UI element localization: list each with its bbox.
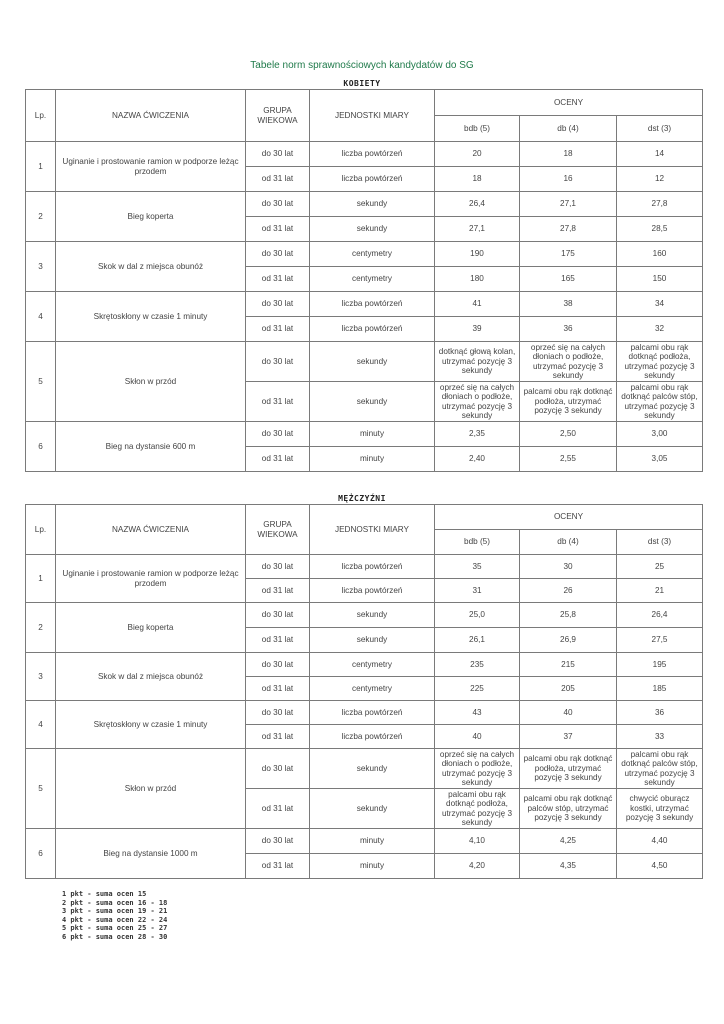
db-cell: 175: [520, 242, 617, 267]
unit-header: JEDNOSTKI MIARY: [310, 505, 435, 555]
unit-cell: minuty: [310, 447, 435, 472]
exercise-cell: Skrętoskłony w czasie 1 minuty: [56, 292, 246, 342]
dst-cell: 185: [617, 677, 703, 701]
dst-cell: 27,8: [617, 192, 703, 217]
db-cell: 4,35: [520, 854, 617, 879]
unit-cell: liczba powtórzeń: [310, 167, 435, 192]
lp-cell: 6: [26, 422, 56, 472]
unit-cell: minuty: [310, 829, 435, 854]
dst-cell: 3,00: [617, 422, 703, 447]
unit-cell: sekundy: [310, 192, 435, 217]
bdb-cell: dotknąć głową kolan, utrzymać pozycję 3 sekundy: [435, 342, 520, 382]
table-row: [26, 192, 703, 217]
db-cell: 40: [520, 701, 617, 725]
unit-cell: centymetry: [310, 653, 435, 677]
table-row: [26, 829, 703, 854]
bdb-cell: 31: [435, 579, 520, 603]
unit-cell: sekundy: [310, 342, 435, 382]
bdb-cell: 18: [435, 167, 520, 192]
db-cell: palcami obu rąk dotknąć podłoża, utrzymać pozycję 3 sekundy: [520, 749, 617, 789]
exercise-cell: Skok w dal z miejsca obunóż: [56, 242, 246, 292]
dst-cell: 21: [617, 579, 703, 603]
db-cell: 18: [520, 142, 617, 167]
women-table: [25, 89, 703, 472]
bdb-cell: 26,4: [435, 192, 520, 217]
dst-cell: 195: [617, 653, 703, 677]
table-row: [26, 242, 703, 267]
bdb-cell: 26,1: [435, 628, 520, 653]
dst-cell: chwycić oburącz kostki, utrzymać pozycję 3 sekundy: [617, 789, 703, 829]
unit-cell: liczba powtórzeń: [310, 701, 435, 725]
group-cell: od 31 lat: [246, 382, 310, 422]
db-cell: 25,8: [520, 603, 617, 628]
dst-cell: 150: [617, 267, 703, 292]
db-cell: 215: [520, 653, 617, 677]
bdb-cell: 190: [435, 242, 520, 267]
lp-cell: 2: [26, 192, 56, 242]
unit-cell: liczba powtórzeń: [310, 142, 435, 167]
legend-line: 1 pkt - suma ocen 15: [62, 890, 147, 898]
exercise-cell: Skrętoskłony w czasie 1 minuty: [56, 701, 246, 749]
group-cell: do 30 lat: [246, 603, 310, 628]
dst-cell: 3,05: [617, 447, 703, 472]
table-row: [26, 701, 703, 725]
db-cell: 165: [520, 267, 617, 292]
dst-cell: 25: [617, 555, 703, 579]
dst-cell: palcami obu rąk dotknąć palców stóp, utrzymać pozycję 3 sekundy: [617, 749, 703, 789]
bdb-cell: 2,40: [435, 447, 520, 472]
lp-cell: 4: [26, 701, 56, 749]
lp-cell: 5: [26, 749, 56, 829]
group-cell: od 31 lat: [246, 317, 310, 342]
bdb-cell: 2,35: [435, 422, 520, 447]
dst-cell: 14: [617, 142, 703, 167]
group-cell: od 31 lat: [246, 447, 310, 472]
table-row: [26, 342, 703, 382]
group-cell: od 31 lat: [246, 167, 310, 192]
bdb-cell: oprzeć się na całych dłoniach o podłoże, utrzymać pozycję 3 sekundy: [435, 749, 520, 789]
bdb-header: bdb (5): [435, 530, 520, 555]
dst-header: dst (3): [617, 116, 703, 142]
exercise-cell: Skłon w przód: [56, 342, 246, 422]
unit-cell: sekundy: [310, 217, 435, 242]
exercise-cell: Uginanie i prostowanie ramion w podporze leżąc przodem: [56, 142, 246, 192]
group-header: GRUPA WIEKOWA: [246, 90, 310, 142]
bdb-cell: 35: [435, 555, 520, 579]
table-row: [26, 422, 703, 447]
table-row: [26, 292, 703, 317]
db-cell: 26: [520, 579, 617, 603]
bdb-cell: 40: [435, 725, 520, 749]
bdb-cell: 27,1: [435, 217, 520, 242]
lp-cell: 2: [26, 603, 56, 653]
lp-cell: 3: [26, 653, 56, 701]
legend-line: 6 pkt - suma ocen 28 - 30: [62, 932, 168, 941]
group-cell: od 31 lat: [246, 217, 310, 242]
lp-header: Lp.: [26, 505, 56, 555]
bdb-cell: 20: [435, 142, 520, 167]
men-table: [25, 504, 703, 879]
unit-header: JEDNOSTKI MIARY: [310, 90, 435, 142]
dst-header: dst (3): [617, 530, 703, 555]
db-header: db (4): [520, 530, 617, 555]
group-cell: od 31 lat: [246, 725, 310, 749]
group-cell: do 30 lat: [246, 342, 310, 382]
group-cell: od 31 lat: [246, 854, 310, 879]
bdb-cell: 41: [435, 292, 520, 317]
legend-line: 2 pkt - suma ocen 16 - 18: [62, 898, 168, 907]
lp-cell: 3: [26, 242, 56, 292]
unit-cell: liczba powtórzeń: [310, 555, 435, 579]
group-cell: do 30 lat: [246, 422, 310, 447]
group-cell: do 30 lat: [246, 292, 310, 317]
bdb-cell: 235: [435, 653, 520, 677]
bdb-cell: oprzeć się na całych dłoniach o podłoże, utrzymać pozycję 3 sekundy: [435, 382, 520, 422]
table-row: [26, 749, 703, 789]
lp-cell: 1: [26, 555, 56, 603]
db-cell: oprzeć się na całych dłoniach o podłoże, utrzymać pozycję 3 sekundy: [520, 342, 617, 382]
unit-cell: liczba powtórzeń: [310, 579, 435, 603]
unit-cell: liczba powtórzeń: [310, 292, 435, 317]
lp-cell: 4: [26, 292, 56, 342]
db-cell: 205: [520, 677, 617, 701]
db-cell: 36: [520, 317, 617, 342]
dst-cell: 33: [617, 725, 703, 749]
exercise-cell: Bieg koperta: [56, 603, 246, 653]
men-section-title: MĘŻCZYŹNI: [338, 494, 386, 503]
exercise-cell: Skok w dal z miejsca obunóż: [56, 653, 246, 701]
group-cell: do 30 lat: [246, 192, 310, 217]
lp-cell: 5: [26, 342, 56, 422]
grades-header: OCENY: [435, 505, 703, 530]
db-cell: 27,1: [520, 192, 617, 217]
unit-cell: minuty: [310, 854, 435, 879]
bdb-cell: 25,0: [435, 603, 520, 628]
bdb-cell: 225: [435, 677, 520, 701]
exercise-cell: Uginanie i prostowanie ramion w podporze leżąc przodem: [56, 555, 246, 603]
group-cell: do 30 lat: [246, 701, 310, 725]
lp-header: Lp.: [26, 90, 56, 142]
db-cell: 27,8: [520, 217, 617, 242]
group-cell: od 31 lat: [246, 267, 310, 292]
table-header-row: [26, 90, 703, 116]
db-cell: palcami obu rąk dotknąć palców stóp, utrzymać pozycję 3 sekundy: [520, 789, 617, 829]
legend-line: 5 pkt - suma ocen 25 - 27: [62, 924, 168, 933]
bdb-cell: palcami obu rąk dotknąć podłoża, utrzymać pozycję 3 sekundy: [435, 789, 520, 829]
women-section-title: KOBIETY: [343, 79, 381, 88]
db-cell: 16: [520, 167, 617, 192]
exercise-cell: Bieg na dystansie 600 m: [56, 422, 246, 472]
db-cell: 38: [520, 292, 617, 317]
dst-cell: 36: [617, 701, 703, 725]
group-cell: do 30 lat: [246, 653, 310, 677]
table-row: [26, 142, 703, 167]
bdb-header: bdb (5): [435, 116, 520, 142]
page-title: Tabele norm sprawnościowych kandydatów do SG: [250, 60, 474, 71]
db-cell: 2,50: [520, 422, 617, 447]
table-row: [26, 653, 703, 677]
unit-cell: sekundy: [310, 749, 435, 789]
group-cell: od 31 lat: [246, 789, 310, 829]
table-row: [26, 603, 703, 628]
group-cell: do 30 lat: [246, 829, 310, 854]
points-legend: [62, 890, 167, 942]
dst-cell: palcami obu rąk dotknąć podłoża, utrzymać pozycję 3 sekundy: [617, 342, 703, 382]
unit-cell: centymetry: [310, 242, 435, 267]
dst-cell: 27,5: [617, 628, 703, 653]
grades-header: OCENY: [435, 90, 703, 116]
exercise-header: NAZWA ĆWICZENIA: [56, 90, 246, 142]
dst-cell: 160: [617, 242, 703, 267]
group-cell: od 31 lat: [246, 677, 310, 701]
bdb-cell: 39: [435, 317, 520, 342]
db-cell: 30: [520, 555, 617, 579]
unit-cell: minuty: [310, 422, 435, 447]
group-cell: do 30 lat: [246, 555, 310, 579]
group-cell: do 30 lat: [246, 242, 310, 267]
lp-cell: 6: [26, 829, 56, 879]
db-header: db (4): [520, 116, 617, 142]
dst-cell: 26,4: [617, 603, 703, 628]
lp-cell: 1: [26, 142, 56, 192]
db-cell: 37: [520, 725, 617, 749]
exercise-header: NAZWA ĆWICZENIA: [56, 505, 246, 555]
unit-cell: sekundy: [310, 382, 435, 422]
table-row: [26, 555, 703, 579]
table-header-row: [26, 505, 703, 530]
dst-cell: 28,5: [617, 217, 703, 242]
dst-cell: 34: [617, 292, 703, 317]
exercise-cell: Bieg na dystansie 1000 m: [56, 829, 246, 879]
exercise-cell: Skłon w przód: [56, 749, 246, 829]
bdb-cell: 4,20: [435, 854, 520, 879]
legend-line: 4 pkt - suma ocen 22 - 24: [62, 915, 168, 924]
db-cell: palcami obu rąk dotknąć podłoża, utrzymać pozycję 3 sekundy: [520, 382, 617, 422]
group-cell: do 30 lat: [246, 142, 310, 167]
bdb-cell: 180: [435, 267, 520, 292]
dst-cell: 32: [617, 317, 703, 342]
legend-line: 3 pkt - suma ocen 19 - 21: [62, 907, 168, 916]
unit-cell: liczba powtórzeń: [310, 317, 435, 342]
unit-cell: sekundy: [310, 603, 435, 628]
group-cell: od 31 lat: [246, 628, 310, 653]
db-cell: 2,55: [520, 447, 617, 472]
dst-cell: 4,50: [617, 854, 703, 879]
exercise-cell: Bieg koperta: [56, 192, 246, 242]
bdb-cell: 4,10: [435, 829, 520, 854]
group-header: GRUPA WIEKOWA: [246, 505, 310, 555]
db-cell: 26,9: [520, 628, 617, 653]
unit-cell: centymetry: [310, 267, 435, 292]
unit-cell: centymetry: [310, 677, 435, 701]
dst-cell: palcami obu rąk dotknąć palców stóp, utrzymać pozycję 3 sekundy: [617, 382, 703, 422]
db-cell: 4,25: [520, 829, 617, 854]
group-cell: od 31 lat: [246, 579, 310, 603]
dst-cell: 12: [617, 167, 703, 192]
bdb-cell: 43: [435, 701, 520, 725]
unit-cell: sekundy: [310, 628, 435, 653]
group-cell: do 30 lat: [246, 749, 310, 789]
unit-cell: liczba powtórzeń: [310, 725, 435, 749]
unit-cell: sekundy: [310, 789, 435, 829]
dst-cell: 4,40: [617, 829, 703, 854]
